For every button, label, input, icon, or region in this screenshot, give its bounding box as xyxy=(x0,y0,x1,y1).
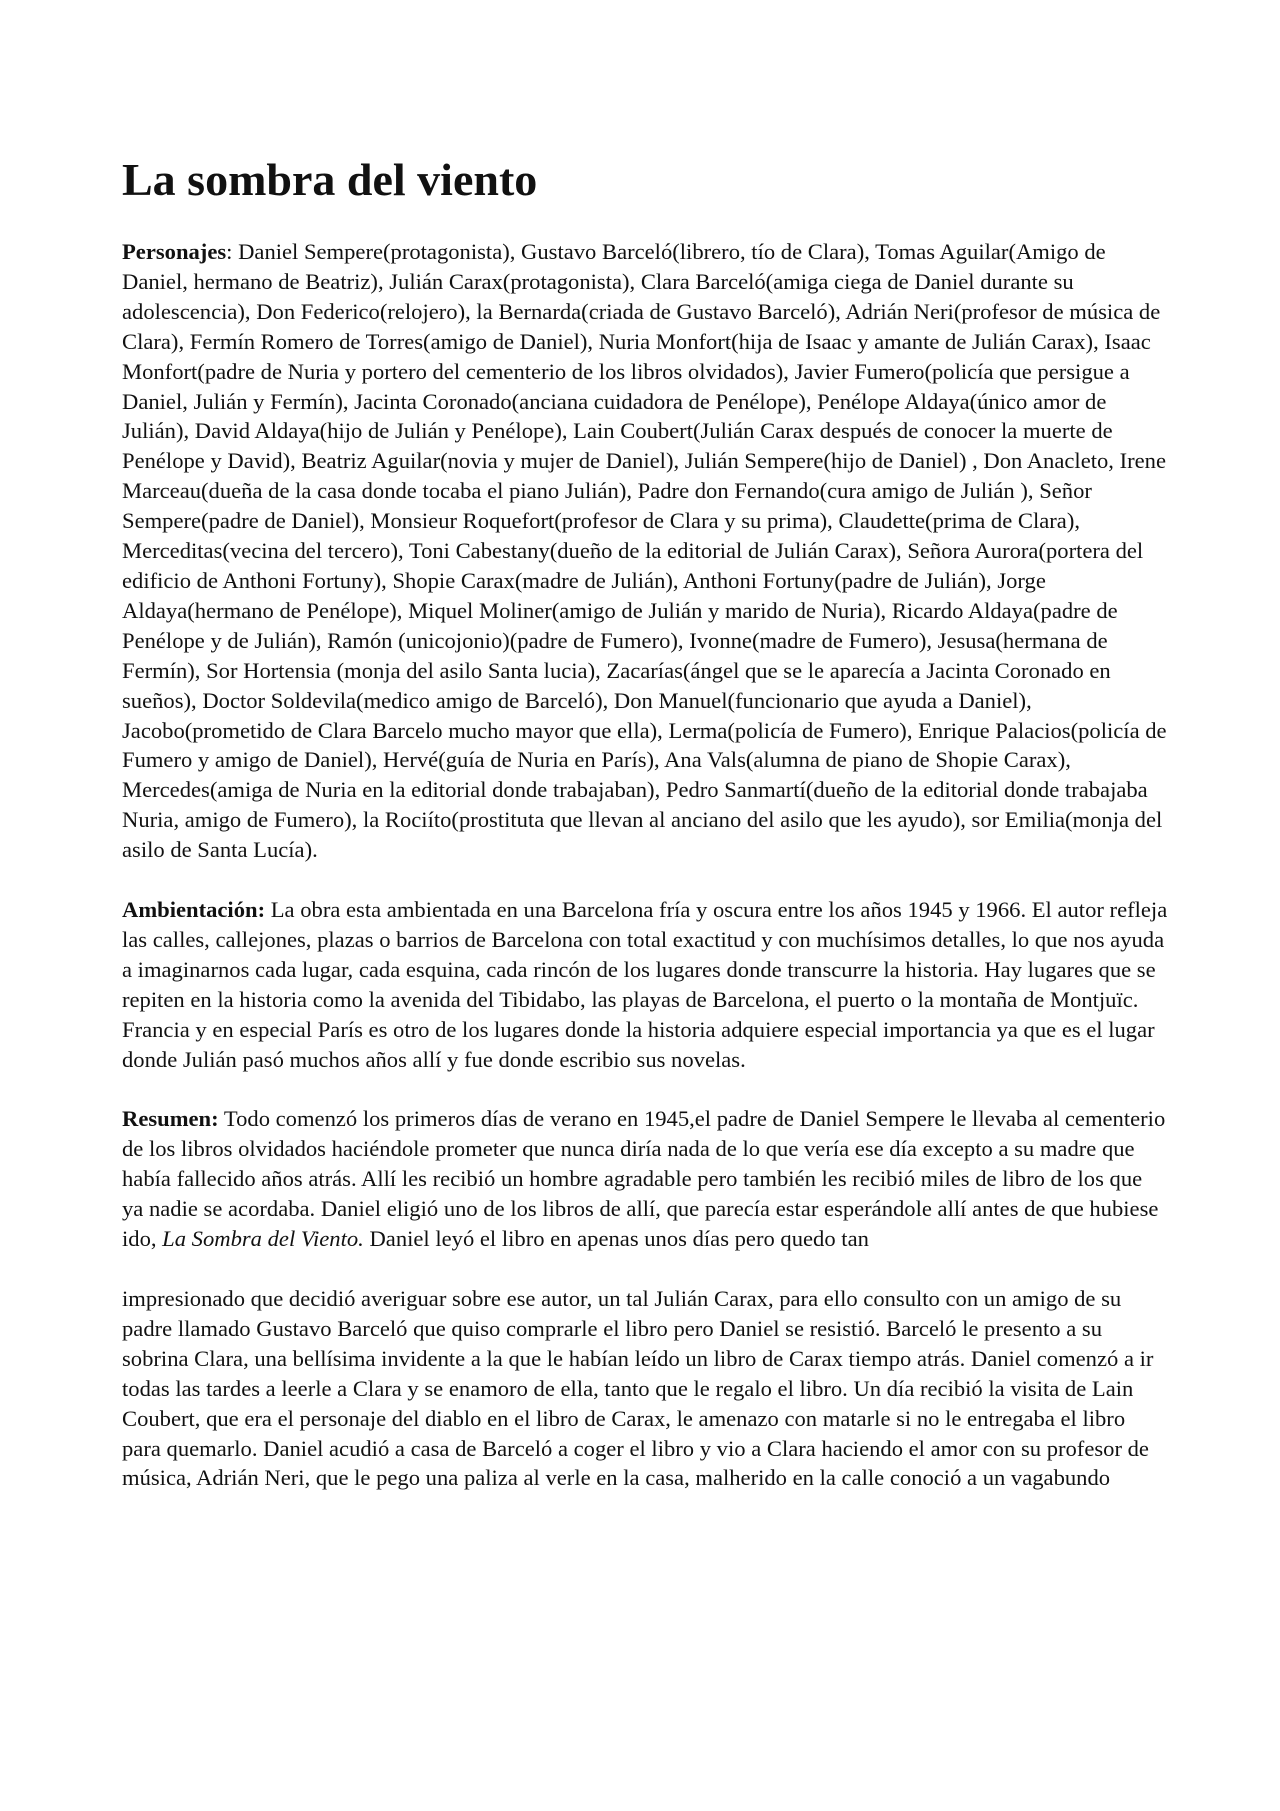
document-page xyxy=(122,150,1168,1493)
document-title: La sombra del viento xyxy=(122,154,538,205)
personajes-text: Daniel Sempere(protagonista), Gustavo Barceló(librero, tío de Clara), Tomas Aguilar(Amigo de Daniel, hermano de Beatriz), Julián Carax(protagonista), Clara Barceló(amiga ciega de Daniel durante su adolescencia), Don Federico(relojero), la Bernarda(criada de Gustavo Barceló), Adrián Neri(profesor de música de Clara), Fermín Romero de Torres(amigo de Daniel), Nuria Monfort(hija de Isaac y amante de Julián Carax), Isaac Monfort(padre de Nuria y portero del cementerio de los libros olvidados), Javier Fumero(policía que persigue a Daniel, Julián y Fermín), Jacinta Coronado(anciana cuidadora de Penélope), Penélope Aldaya(único amor de Julián), David Aldaya(hijo de Julián y Penélope), Lain Coubert(Julián Carax después de conocer la muerte de Penélope y David), Beatriz Aguilar(novia y mujer de Daniel), Julián Sempere(hijo de Daniel) , Don Anacleto, Irene Marceau(dueña de la casa donde tocaba el piano Julián), Padre don Fernando(cura amigo de Julián ), Señor Sempere(padre de Daniel), Monsieur Roquefort(profesor de Clara y su prima), Claudette(prima de Clara), Merceditas(vecina del tercero), Toni Cabestany(dueño de la editorial de Julián Carax), Señora Aurora(portera del edificio de Anthoni Fortuny), Shopie Carax(madre de Julián), Anthoni Fortuny(padre de Julián), Jorge Aldaya(hermano de Penélope), Miquel Moliner(amigo de Julián y marido de Nuria), Ricardo Aldaya(padre de Penélope y de Julián), Ramón (unicojonio)(padre de Fumero), Ivonne(madre de Fumero), Jesusa(hermana de Fermín), Sor Hortensia (monja del asilo Santa lucia), Zacarías(ángel que se le aparecía a Jacinta Coronado en sueños), Doctor Soldevila(medico amigo de Barceló), Don Manuel(funcionario que ayuda a Daniel), Jacobo(prometido de Clara Barcelo mucho mayor que ella), Lerma(policía de Fumero), Enrique Palacios(policía de Fumero y amigo de Daniel), Hervé(guía de Nuria en París), Ana Vals(alumna de piano de Shopie Carax), Mercedes(amiga de Nuria en la editorial donde trabajaban), Pedro Sanmartí(dueño de la editorial donde trabajaba Nuria, amigo de Fumero), la Rociíto(prostituta que llevan al anciano del asilo que les ayudo), sor Emilia(monja del asilo de Santa Lucía). xyxy=(122,239,1167,863)
book-title-italic: La Sombra del Viento. xyxy=(162,1226,364,1252)
resumen-label: Resumen: xyxy=(122,1106,219,1132)
resumen-text-2: Daniel leyó el libro en apenas unos días pero quedo tan xyxy=(363,1226,869,1252)
resumen-continuation-paragraph: impresionado que decidió averiguar sobre ese autor, un tal Julián Carax, para ello consulto con un amigo de su padre llamado Gustavo Barceló que quiso comprarle el libro pero Daniel se resistió. Barceló le presento a su sobrina Clara, una bellísima invidente a la que le habían leído un libro de Carax tiempo atrás. Daniel comenzó a ir todas las tardes a leerle a Clara y se enamoro de ella, tanto que le regalo el libro. Un día recibió la visita de Lain Coubert, que era el personaje del diablo en el libro de Carax, le amenazo con matarle si no le entregaba el libro para quemarlo. Daniel acudió a casa de Barceló a coger el libro y vio a Clara haciendo el amor con su profesor de música, Adrián Neri, que le pego una paliza al verle en la casa, malherido en la calle conoció a un vagabundo xyxy=(122,1286,1154,1491)
ambientacion-label: Ambientación: xyxy=(122,897,266,923)
resumen-text-1: Todo comenzó los primeros días de verano en 1945,el padre de Daniel Sempere le llevaba al cementerio de los libros olvidados haciéndole prometer que nunca diría nada de lo que vería ese día excepto a su madre que había fallecido años atrás. Allí les recibió un hombre agradable pero también les recibió miles de libro de los que ya nadie se acordaba. Daniel eligió uno de los libros de allí, que parecía estar esperándole allí antes de que hubiese ido, xyxy=(122,1106,1166,1252)
resumen-paragraph xyxy=(122,1104,1168,1254)
personajes-label: Personajes xyxy=(122,239,227,264)
ambientacion-paragraph xyxy=(122,895,1168,1074)
personajes-separator: : xyxy=(226,239,239,264)
ambientacion-text: La obra esta ambientada en una Barcelona fría y oscura entre los años 1945 y 1966. El autor refleja las calles, callejones, plazas o barrios de Barcelona con total exactitud y con muchísimos detalles, lo que nos ayuda a imaginarnos cada lugar, cada esquina, cada rincón de los lugares donde transcurre la historia. Hay lugares que se repiten en la historia como la avenida del Tibidabo, las playas de Barcelona, el puerto o la montaña de Montjuïc. Francia y en especial París es otro de los lugares donde la historia adquiere especial importancia ya que es el lugar donde Julián pasó muchos años allí y fue donde escribio sus novelas. xyxy=(122,897,1168,1072)
personajes-paragraph xyxy=(122,237,1168,865)
